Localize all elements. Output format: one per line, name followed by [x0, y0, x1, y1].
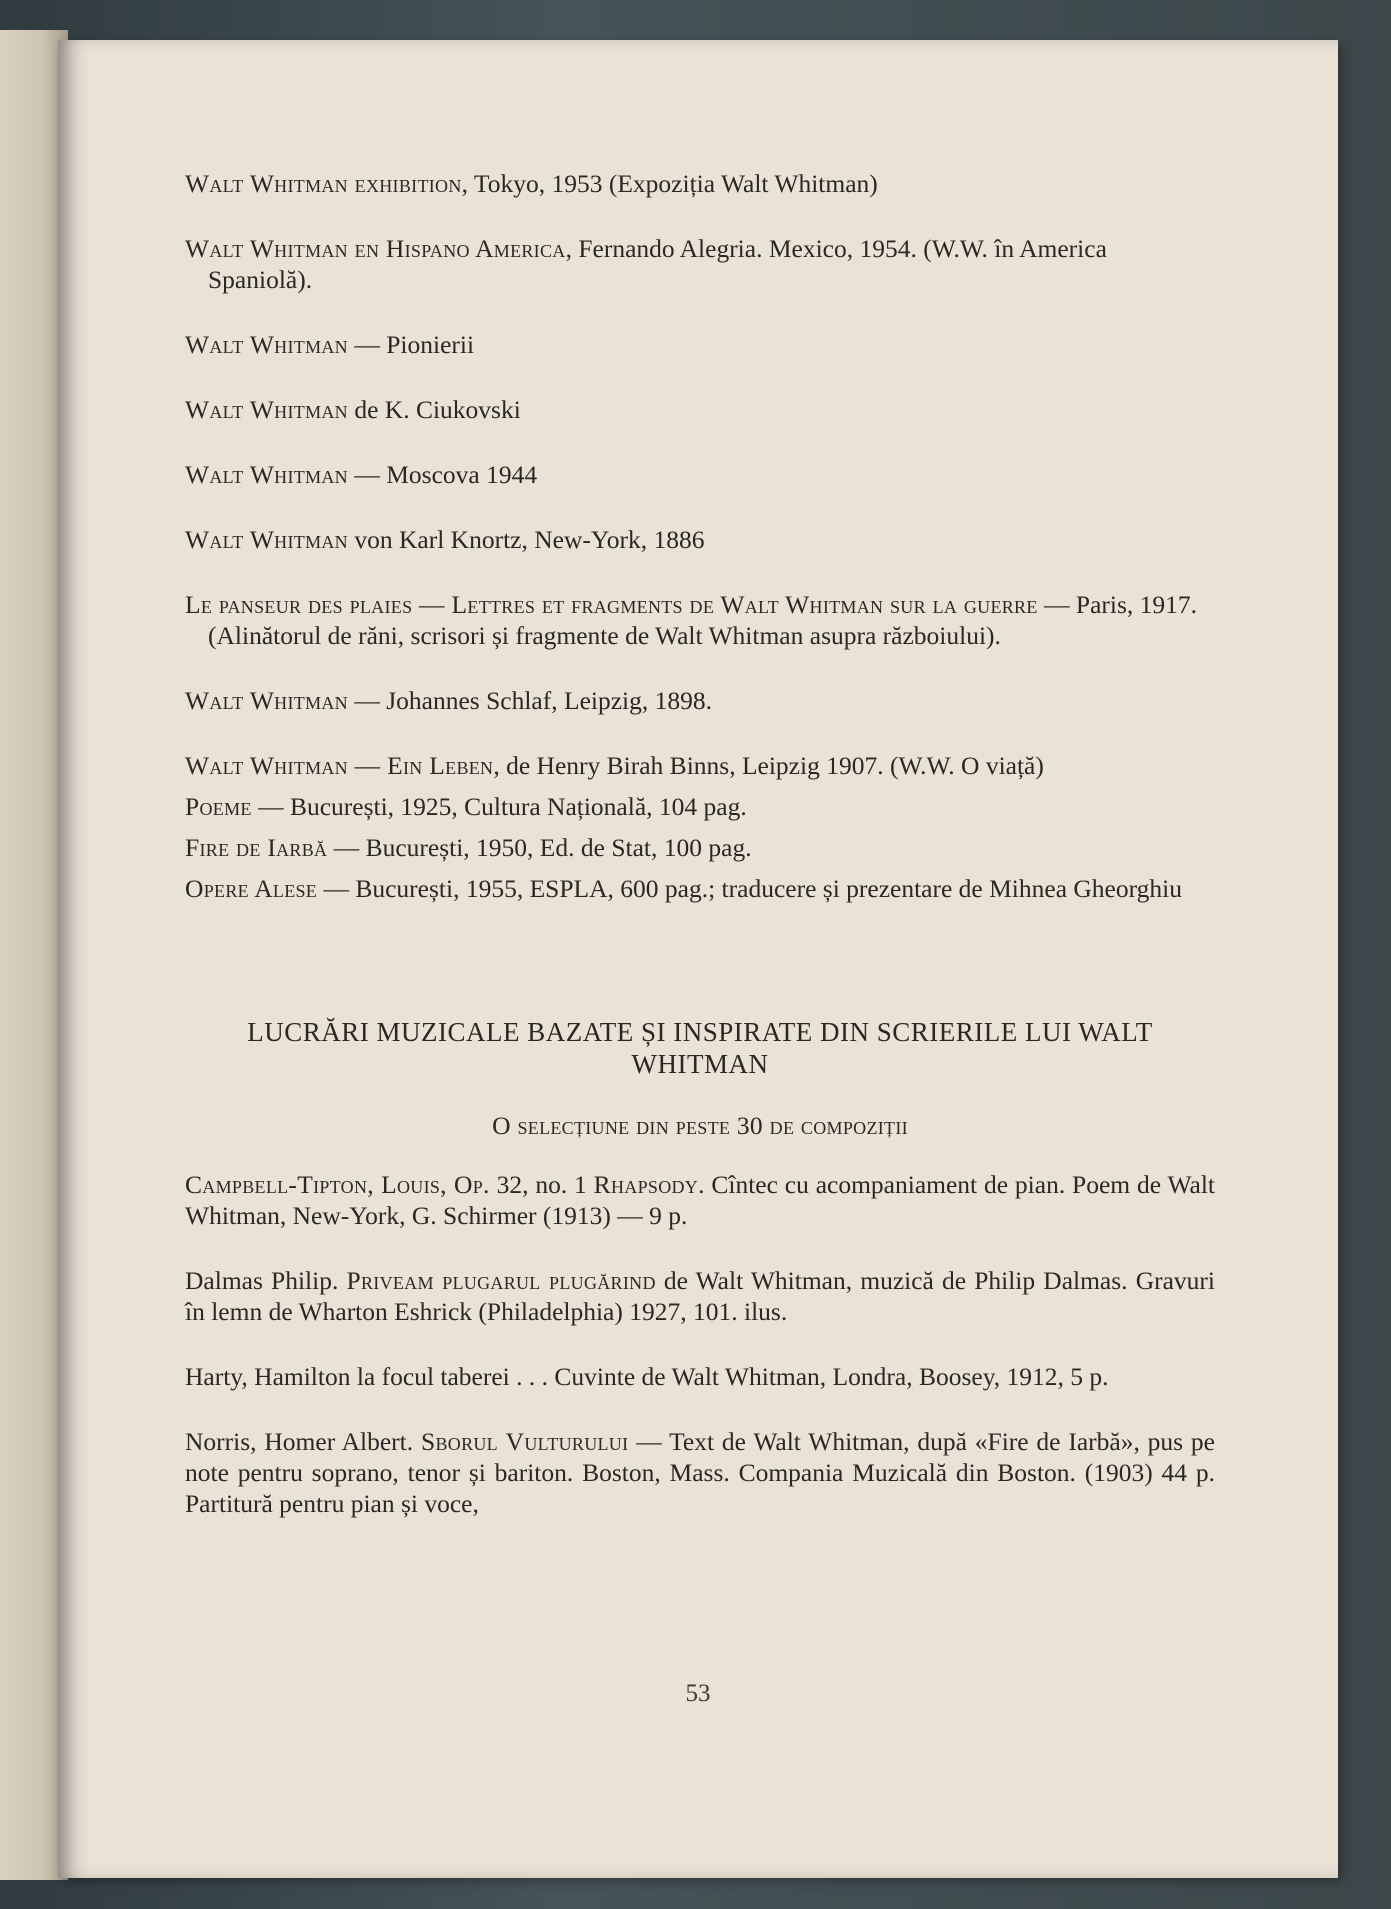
entry-details: , de Henry Birah Binns, Leipzig 1907. (W.W. O viață) [493, 751, 1044, 780]
bibliography-entry [185, 524, 1215, 555]
entry-title: Walt Whitman en Hispano America [185, 234, 566, 263]
page-content [185, 168, 1215, 1519]
book-page [58, 40, 1338, 1878]
entry-details: — București, 1955, ESPLA, 600 pag.; traducere și prezentare de Mihnea Gheorghiu [317, 874, 1182, 903]
bibliography-entry [185, 329, 1215, 360]
entry-details: — București, 1925, Cultura Națională, 104 pag. [251, 792, 747, 821]
entry-details: , Fernando Alegria. Mexico, 1954. (W.W. în America Spaniolă). [208, 234, 1107, 294]
entry-title: Priveam plugarul plugărind [346, 1266, 656, 1295]
entry-details: — Pionierii [347, 330, 475, 359]
section-subheading: O selecțiune din peste 30 de compoziții [492, 1111, 908, 1140]
entry-title: Le panseur des plaies — Lettres et fragments de Walt Whitman sur la guerre [185, 590, 1038, 619]
bibliography-entry [185, 873, 1215, 904]
entry-details: — Text de Walt Whitman, după «Fire de Iarbă», pus pe note pentru soprano, tenor și bariton. Boston, Mass. Compania Muzicală din Boston. (1903) 44 p. Partitură pentru pian și voce, [185, 1427, 1215, 1518]
bibliography-entry [185, 168, 1215, 199]
entry-title: Rhapsody [593, 1170, 699, 1199]
entry-title: Walt Whitman — Ein Leben [185, 751, 494, 780]
entry-details: 32, no. 1 [489, 1170, 594, 1199]
entry-details: Harty, Hamilton la focul taberei . . . Cuvinte de Walt Whitman, Londra, Boosey, 1912, 5 p. [185, 1362, 1109, 1391]
bibliography-entry [185, 589, 1215, 651]
entry-title: Walt Whitman [185, 460, 348, 489]
bibliography-entry [185, 459, 1215, 490]
entry-details: — Moscova 1944 [347, 460, 538, 489]
bibliography-entry [185, 685, 1215, 716]
entry-details: de Walt Whitman, muzică de Philip Dalmas. Gravuri în lemn de Wharton Eshrick (Philadelphia) 1927, 101. ilus. [185, 1266, 1215, 1326]
entry-details: Norris, Homer Albert. [185, 1427, 421, 1456]
section-heading: LUCRĂRI MUZICALE BAZATE ȘI INSPIRATE DIN SCRIERILE LUI WALT WHITMAN [247, 1017, 1153, 1079]
entry-title: Walt Whitman [185, 330, 348, 359]
entry-details: Dalmas Philip. [185, 1266, 347, 1295]
page-number: 53 [685, 1680, 711, 1707]
entry-author: Campbell-Tipton, Louis, Op. [185, 1170, 490, 1199]
entry-title: Sborul Vulturului [420, 1427, 629, 1456]
music-entry [185, 1361, 1215, 1392]
entry-title: Fire de Iarbă [185, 833, 328, 862]
music-entry [185, 1265, 1215, 1327]
entry-details: , Tokyo, 1953 (Expoziția Walt Whitman) [461, 169, 878, 198]
entry-details: — Johannes Schlaf, Leipzig, 1898. [347, 686, 712, 715]
bibliography-entry [185, 233, 1215, 295]
entry-title: Walt Whitman [185, 395, 348, 424]
entry-title: Walt Whitman exhibition [185, 169, 462, 198]
music-entry [185, 1169, 1215, 1231]
bibliography-entry [185, 394, 1215, 425]
bibliography-entry [185, 750, 1215, 781]
entry-title: Opere Alese [185, 874, 318, 903]
entry-title: Walt Whitman [185, 686, 348, 715]
entry-details: — București, 1950, Ed. de Stat, 100 pag. [327, 833, 752, 862]
entry-title: Walt Whitman [185, 525, 348, 554]
entry-details: de K. Ciukovski [347, 395, 521, 424]
entry-details: von Karl Knortz, New-York, 1886 [347, 525, 705, 554]
music-entry [185, 1426, 1215, 1519]
bibliography-entry [185, 791, 1215, 822]
entry-details: — Paris, 1917. (Alinătorul de răni, scrisori și fragmente de Walt Whitman asupra războiului). [208, 590, 1198, 650]
entry-details: . Cîntec cu acompaniament de pian. Poem de Walt Whitman, New-York, G. Schirmer (1913) — 9 p. [185, 1170, 1215, 1230]
entry-title: Poeme [185, 792, 252, 821]
bibliography-entry [185, 832, 1215, 863]
